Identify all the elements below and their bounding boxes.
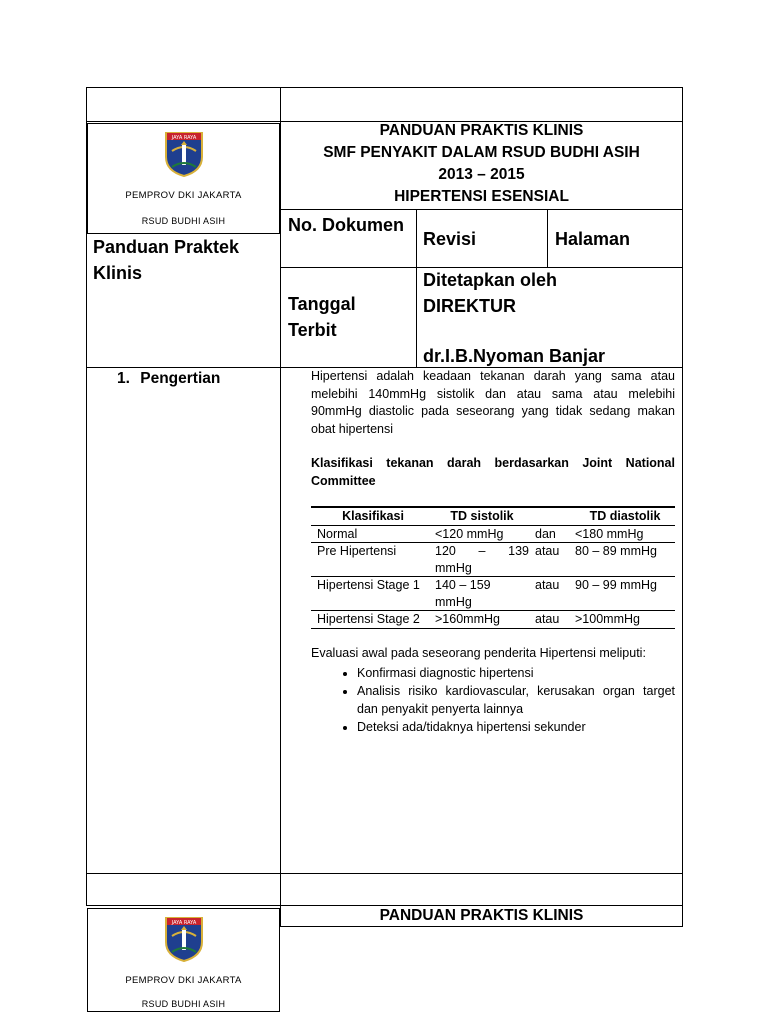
section-content	[311, 368, 675, 736]
table-cell: <180 mmHg	[575, 526, 644, 541]
logo-box-page-2	[87, 908, 280, 1012]
table-header-row	[311, 507, 675, 525]
org-line-1: PEMPROV DKI JAKARTA	[125, 190, 242, 201]
jakarta-seal-icon	[162, 127, 206, 177]
table-header: Klasifikasi	[342, 509, 404, 523]
halaman-label: Halaman	[555, 229, 631, 249]
table-cell: <120 mmHg	[435, 526, 504, 541]
classification-heading: Klasifikasi tekanan darah berdasarkan Joint National Committee	[311, 456, 675, 488]
panduan-praktek-label: Panduan Praktek Klinis	[93, 237, 240, 283]
page-2-title: PANDUAN PRAKTIS KLINIS	[379, 907, 584, 924]
svg-text:JAYA RAYA: JAYA RAYA	[171, 135, 197, 141]
table-cell: Normal	[317, 526, 358, 541]
list-item: • Konfirmasi diagnostic hipertensi	[357, 664, 675, 682]
ditetapkan-line-2: DIREKTUR	[423, 296, 516, 316]
table-row	[311, 525, 675, 543]
table-cell: >160mmHg	[435, 612, 500, 626]
table-cell: 80 – 89 mmHg	[575, 544, 657, 558]
table-header: TD sistolik	[450, 509, 514, 523]
revisi-label: Revisi	[423, 229, 477, 249]
director-name: dr.I.B.Nyoman Banjar	[423, 346, 606, 366]
table-cell: atau	[535, 612, 560, 626]
table-cell: Hipertensi Stage 2	[317, 612, 420, 626]
table-cell: 140 – 159 mmHg	[435, 578, 491, 609]
svg-text:JAYA RAYA: JAYA RAYA	[171, 920, 197, 926]
table-cell: 90 – 99 mmHg	[575, 578, 657, 592]
title-line-4: HIPERTENSI ESENSIAL	[394, 188, 569, 205]
document-title	[281, 120, 682, 208]
table-header: TD diastolik	[589, 509, 661, 523]
table-cell: Pre Hipertensi	[317, 544, 397, 558]
table-cell: atau	[535, 544, 560, 558]
table-cell: >100mmHg	[575, 612, 640, 626]
definition-paragraph: Hipertensi adalah keadaan tekanan darah yang sama atau melebihi 140mmHg sistolik dan atau sama atau melebihi 90mmHg diastolic pada seseorang yang tidak sedang makan obat hipertensi	[311, 369, 675, 436]
org-line-2: RSUD BUDHI ASIH	[141, 216, 226, 226]
tanggal-terbit-label: Tanggal Terbit	[288, 294, 356, 340]
table-row	[311, 577, 675, 611]
table-cell: dan	[535, 526, 556, 541]
list-item: • Analisis risiko kardiovascular, kerusakan organ target dan penyakit penyerta lainnya	[357, 682, 675, 718]
section-title	[117, 369, 277, 389]
table-cell: atau	[535, 578, 560, 592]
section-number: 1.	[117, 370, 130, 387]
section-title-text: Pengertian	[140, 370, 221, 387]
list-item: • Deteksi ada/tidaknya hipertensi sekunder	[357, 718, 675, 736]
title-line-2: SMF PENYAKIT DALAM RSUD BUDHI ASIH	[323, 144, 640, 161]
jakarta-seal-icon	[162, 912, 206, 962]
table-cell: 120 – 139 mmHg	[435, 544, 529, 575]
title-line-1: PANDUAN PRAKTIS KLINIS	[379, 122, 584, 139]
table-header	[529, 507, 569, 525]
org-line-2: RSUD BUDHI ASIH	[141, 999, 226, 1009]
table-row	[311, 543, 675, 577]
table-cell: Hipertensi Stage 1	[317, 578, 420, 592]
classification-table	[311, 506, 675, 629]
evaluation-intro: Evaluasi awal pada seseorang penderita Hipertensi meliputi:	[311, 645, 646, 660]
title-line-3: 2013 – 2015	[438, 166, 525, 183]
ditetapkan-line-1: Ditetapkan oleh	[423, 270, 558, 290]
logo-box	[87, 123, 280, 234]
table-row	[311, 611, 675, 629]
no-dokumen-label: No. Dokumen	[288, 215, 405, 235]
evaluation-list	[311, 664, 675, 736]
org-line-1: PEMPROV DKI JAKARTA	[125, 975, 242, 986]
